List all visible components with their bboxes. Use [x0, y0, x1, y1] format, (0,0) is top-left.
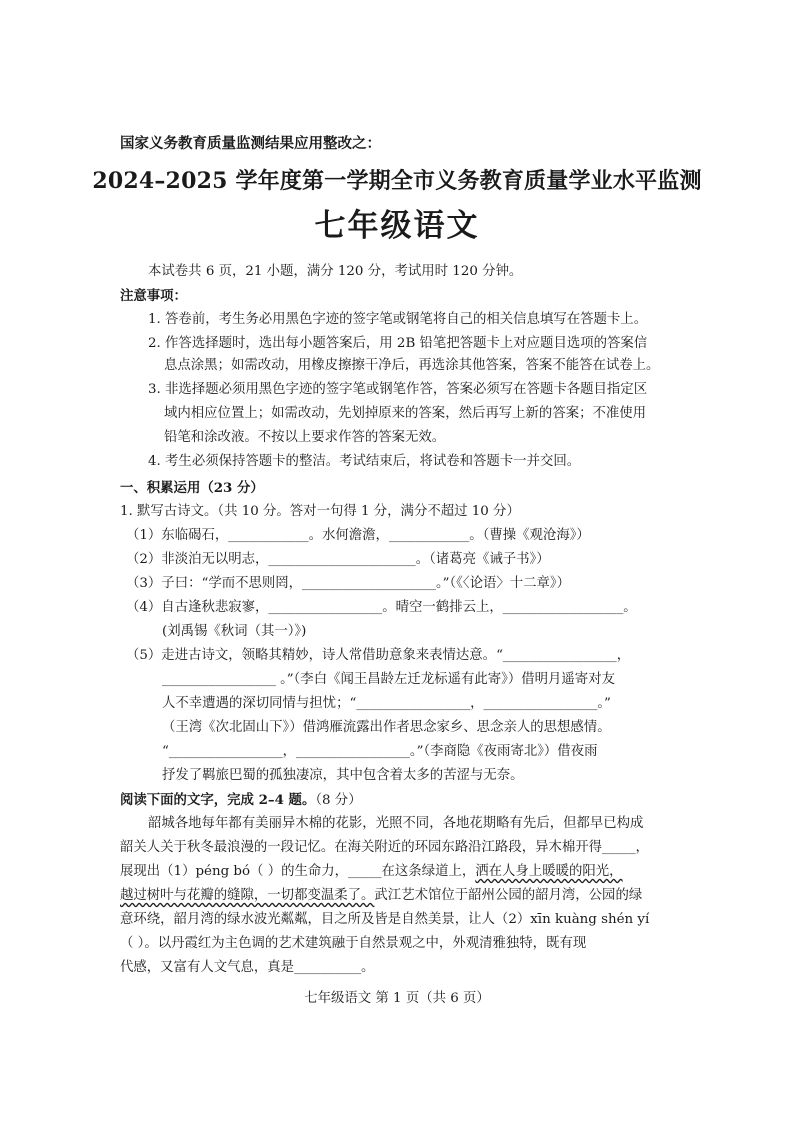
subject-title: 七年级语文 [314, 208, 480, 244]
passage-line: 韶城各地每年都有美丽异木棉的花影，光照不同，各地花期略有先后，但都早已构成 [148, 816, 644, 831]
q1-item: _________________ 。”（李白《闻王昌龄左迁龙标遥有此寄》）借明月遥寄对友 [162, 672, 615, 687]
q1-item: （王湾《次北固山下》）借鸿雁流露出作者思念家乡、思念亲人的思想感情。 [162, 720, 611, 735]
passage-text: 展现出（1）péng bó（ ）的生命力，_____在这条绿道上， [120, 864, 476, 879]
exam-intro: 本试卷共 6 页，21 小题，满分 120 分，考试用时 120 分钟。 [148, 264, 523, 279]
reading-points: （8 分） [315, 793, 362, 808]
passage-text: 武江艺术馆位于韶州公园的韶月湾，公园的绿 [374, 888, 643, 903]
header-kicker: 国家义务教育质量监测结果应用整改之： [120, 135, 381, 152]
note-line: 铅笔和涂改液。不按以上要求作答的答案无效。 [164, 430, 446, 445]
page-footer: 七年级语文 第 1 页（共 6 页） [304, 991, 490, 1006]
q1-item: （3）子曰：“学而不思则罔，____________________。”（《〈论语〉十二章》） [126, 576, 570, 591]
question-1: 1. 默写古诗文。（共 10 分。答对一句得 1 分，满分不超过 10 分） [120, 504, 520, 519]
q1-item: “_________________，_________________。”（李商隐《夜雨寄北》）借夜雨 [162, 744, 598, 759]
notes-heading: 注意事项： [120, 288, 187, 304]
note-line: 域内相应位置上；如需改动，先划掉原来的答案，然后再写上新的答案；不准使用 [164, 406, 647, 421]
reading-heading: 阅读下面的文字，完成 2–4 题。 [120, 792, 316, 808]
wavy-underlined-text: 越过树叶与花瓣的缝隙，一切都变温柔了。 [120, 888, 375, 903]
q1-item-source: (刘禹锡《秋词（其一）》) [162, 624, 307, 639]
note-line: 3. 非选择题必须用黑色字迹的签字笔或钢笔作答，答案必须写在答题卡各题目指定区 [148, 382, 648, 397]
q1-item: （2）非淡泊无以明志，______________________。（诸葛亮《诫子书》） [126, 552, 550, 567]
passage-line: 代感，又富有人文气息，真是__________。 [120, 960, 375, 975]
passage-line [120, 888, 642, 904]
passage-line [120, 864, 623, 880]
wavy-underlined-text: 洒在人身上暖暖的阳光， [475, 864, 623, 879]
q1-item: 人不幸遭遇的深切同情与担忧；“_________________，_________________。” [162, 696, 611, 711]
passage-line: 意环绕，韶月湾的绿水波光粼粼，目之所及皆是自然美景，让人（2）xīn kuàng shén yí [120, 912, 650, 927]
note-line: 息点涂黑；如需改动，用橡皮擦擦干净后，再选涂其他答案，答案不能答在试卷上。 [164, 358, 660, 373]
note-line: 4. 考生必须保持答题卡的整洁。考试结束后，将试卷和答题卡一并交回。 [148, 454, 581, 469]
note-line: 1. 答卷前，考生务必用黑色字迹的签字笔或钢笔将自己的相关信息填写在答题卡上。 [148, 312, 648, 327]
passage-line: （ ）。以丹霞红为主色调的艺术建筑融于自然景观之中，外观清雅独特，既有现 [120, 936, 587, 951]
q1-item: （5）走进古诗文，领略其精妙，诗人常借助意象来表情达意。“_________________， [126, 648, 631, 663]
passage-line: 韶关人关于秋冬最浪漫的一段记忆。在海关附近的环园东路沿江路段，异木棉开得_____， [120, 840, 649, 855]
note-line: 2. 作答选择题时，选出每小题答案后，用 2B 铅笔把答题卡上对应题目选项的答案信 [148, 336, 648, 351]
q1-item: （1）东临碣石，____________。水何澹澹，____________。（曹操《观沧海》） [126, 528, 590, 543]
reading-instruction [120, 792, 362, 809]
q1-item: 抒发了羁旅巴蜀的孤独凄凉，其中包含着太多的苦涩与无奈。 [162, 768, 524, 783]
exam-title: 2024–2025 学年度第一学期全市义务教育质量学业水平监测 [92, 168, 702, 194]
q1-item: （4）自古逢秋悲寂寥，_________________。晴空一鹤排云上，__________________。 [126, 600, 637, 615]
section1-heading: 一、积累运用（23 分） [120, 480, 264, 496]
